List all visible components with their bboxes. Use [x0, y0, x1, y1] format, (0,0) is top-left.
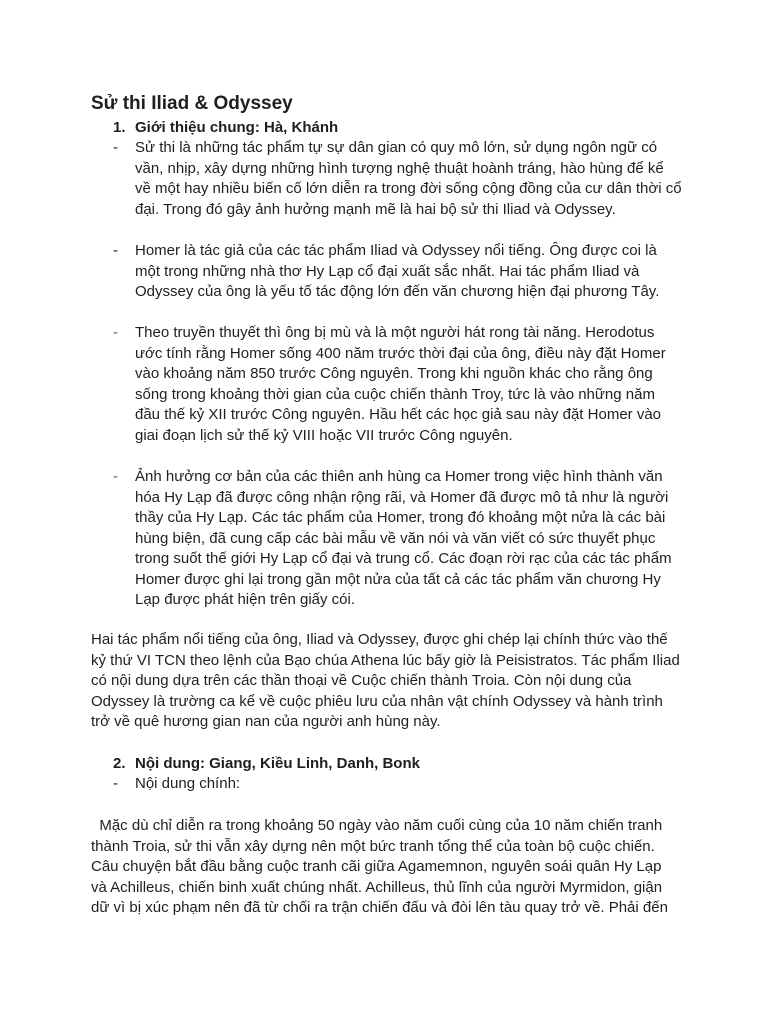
bullet-item [113, 323, 683, 446]
section-2-number: 2. [113, 755, 126, 772]
bullet-marker: - [113, 324, 118, 341]
body-paragraph: Hai tác phẩm nổi tiếng của ông, Iliad và Odyssey, được ghi chép lại chính thức vào thế kỷ thứ VI TCN theo lệnh của Bạo chúa Athena lúc bấy giờ là Peisistratos. Tác phẩm Iliad có nội dung dựa trên các thần thoại về Cuộc chiến thành Troia. Còn nội dung của Odyssey là trường ca kể về cuộc phiêu lưu của nhân vật chính Odyssey và hành trình trở về quê hương gian nan của người anh hùng này. [91, 631, 680, 730]
section-2-heading [113, 754, 420, 774]
document-title: Sử thi Iliad & Odyssey [91, 93, 293, 114]
bullet-text: Nội dung chính: [135, 775, 241, 792]
bullet-marker: - [113, 775, 118, 792]
bullet-text: Ảnh hưởng cơ bản của các thiên anh hùng ca Homer trong việc hình thành văn hóa Hy Lạp đã được công nhận rộng rãi, và Homer đã được mô tả như là người thầy của Hy Lạp. Các tác phẩm của Homer, trong đó khoảng một nửa là các bài hùng biện, đã cung cấp các bài mẫu về văn nói và văn viết có sức thuyết phục trong suốt thế giới Hy Lạp cổ đại và trung cổ. Các đoạn rời rạc của các tác phẩm Homer được ghi lại trong gần một nửa của tất cả các tác phẩm văn chương Hy Lạp được phát hiện trên giấy cói. [135, 468, 672, 608]
bullet-item [113, 774, 683, 795]
bullet-item [113, 467, 683, 611]
bullet-marker: - [113, 139, 118, 156]
section-1-title: Giới thiệu chung: Hà, Khánh [135, 119, 339, 136]
section-1-number: 1. [113, 119, 126, 136]
body-paragraph: Mặc dù chỉ diễn ra trong khoảng 50 ngày vào năm cuối cùng của 10 năm chiến tranh thành Troia, sử thi vẫn xây dựng nên một bức tranh tổng thể của toàn bộ cuộc chiến. Câu chuyện bắt đầu bằng cuộc tranh cãi giữa Agamemnon, nguyên soái quân Hy Lạp và Achilleus, chiến binh xuất chúng nhất. Achilleus, thủ lĩnh của người Myrmidon, giận dữ vì bị xúc phạm nên đã từ chối ra trận chiến đấu và đòi lên tàu quay trở về. Phải đến [91, 817, 668, 916]
bullet-text: Sử thi là những tác phẩm tự sự dân gian có quy mô lớn, sử dụng ngôn ngữ có vần, nhịp, xây dựng những hình tượng nghệ thuật hoành tráng, hào hùng để kể về một hay nhiều biến cố lớn diễn ra trong đời sống cộng đồng của cư dân thời cổ đại. Trong đó gây ảnh hưởng mạnh mẽ là hai bộ sử thi Iliad và Odyssey. [135, 139, 682, 218]
bullet-text: Homer là tác giả của các tác phẩm Iliad và Odyssey nổi tiếng. Ông được coi là một trong những nhà thơ Hy Lạp cổ đại xuất sắc nhất. Hai tác phẩm Iliad và Odyssey của ông là yếu tố tác động lớn đến văn chương hiện đại phương Tây. [135, 242, 660, 300]
bullet-text: Theo truyền thuyết thì ông bị mù và là một người hát rong tài năng. Herodotus ước tính rằng Homer sống 400 năm trước thời đại của ông, điều này đặt Homer vào khoảng năm 850 trước Công nguyên. Trong khi nguồn khác cho rằng ông sống trong khoảng thời gian của cuộc chiến thành Troy, tức là vào những năm đầu thế kỷ XII trước Công nguyên. Hầu hết các học giả sau này đặt Homer vào giai đoạn lịch sử thế kỷ VIII hoặc VII trước Công nguyên. [135, 324, 666, 444]
bullet-item [113, 241, 683, 303]
section-2-title: Nội dung: Giang, Kiều Linh, Danh, Bonk [135, 755, 420, 772]
bullet-item [113, 138, 683, 220]
bullet-marker: - [113, 468, 118, 485]
section-1-heading [113, 118, 338, 138]
bullet-marker: - [113, 242, 118, 259]
